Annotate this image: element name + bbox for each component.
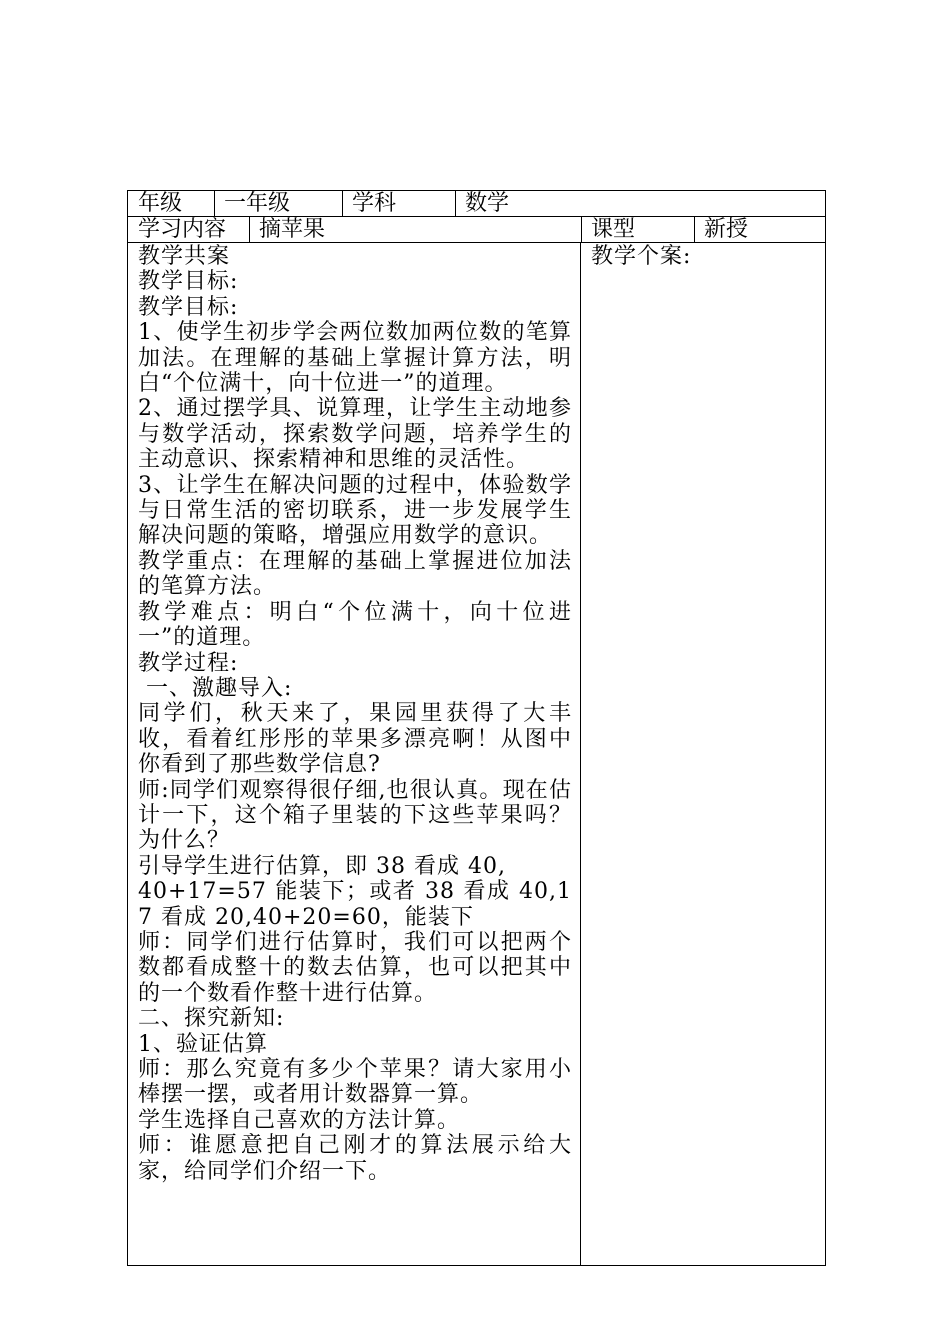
paragraph: 教学目标: bbox=[138, 294, 239, 320]
subject-value: 数学 bbox=[465, 191, 510, 216]
grade-label: 年级 bbox=[138, 191, 183, 216]
paragraph: 1、验证估算 bbox=[138, 1031, 268, 1057]
header-row-2 bbox=[128, 217, 825, 243]
paragraph: 2、通过摆学具、说算理，让学生主动地参与数学活动，探索数学问题，培养学生的主动意识、探索精神和思维的灵活性。 bbox=[138, 396, 572, 473]
lesson-plan-table bbox=[127, 190, 826, 1266]
individual-plan-title: 教学个案: bbox=[591, 244, 692, 269]
paragraph: 同学们，秋天来了，果园里获得了大丰收，看着红彤彤的苹果多漂亮啊！从图中你看到了那些数学信息? bbox=[138, 701, 572, 778]
paragraph: 教学目标: bbox=[138, 269, 239, 295]
type-label: 课型 bbox=[591, 217, 636, 242]
body-row bbox=[128, 243, 825, 1265]
header-row-1 bbox=[128, 191, 825, 217]
paragraph: 师：谁愿意把自己刚才的算法展示给大家，给同学们介绍一下。 bbox=[138, 1133, 572, 1184]
content-label: 学习内容 bbox=[138, 217, 227, 242]
type-value: 新授 bbox=[704, 217, 749, 242]
subject-label: 学科 bbox=[352, 191, 397, 216]
paragraph: 1、使学生初步学会两位数加两位数的笔算加法。在理解的基础上掌握计算方法，明白“个位满十，向十位进一”的道理。 bbox=[138, 320, 572, 397]
paragraph: 引导学生进行估算，即 38 看成 40, bbox=[138, 853, 506, 879]
content-value: 摘苹果 bbox=[259, 217, 326, 242]
paragraph: 学生选择自己喜欢的方法计算。 bbox=[138, 1107, 461, 1133]
paragraph: 教学过程: bbox=[138, 650, 239, 676]
paragraph: 教学难点：明白“个位满十，向十位进一”的道理。 bbox=[138, 599, 572, 651]
paragraph: 师:同学们观察得很仔细,也很认真。现在估计一下，这个箱子里装的下这些苹果吗？为什么？ bbox=[138, 777, 572, 854]
grade-value: 一年级 bbox=[224, 191, 291, 216]
paragraph: 40+17=57 能装下；或者 38 看成 40,17 看成 20,40+20=60，能装下 bbox=[138, 879, 572, 930]
paragraph: 二、探究新知: bbox=[138, 1006, 285, 1032]
paragraph: 一、激趣导入: bbox=[138, 675, 293, 701]
shared-plan-column bbox=[128, 243, 581, 1265]
shared-plan-title: 教学共案 bbox=[138, 244, 231, 269]
paragraph: 教学重点：在理解的基础上掌握进位加法的笔算方法。 bbox=[138, 548, 572, 600]
paragraph: 3、让学生在解决问题的过程中，体验数学与日常生活的密切联系，进一步发展学生解决问题的策略，增强应用数学的意识。 bbox=[138, 472, 572, 549]
paragraph: 师：那么究竟有多少个苹果？请大家用小棒摆一摆，或者用计数器算一算。 bbox=[138, 1057, 572, 1108]
paragraph: 师：同学们进行估算时，我们可以把两个数都看成整十的数去估算，也可以把其中的一个数看作整十进行估算。 bbox=[138, 929, 572, 1006]
individual-plan-column bbox=[581, 243, 825, 1265]
